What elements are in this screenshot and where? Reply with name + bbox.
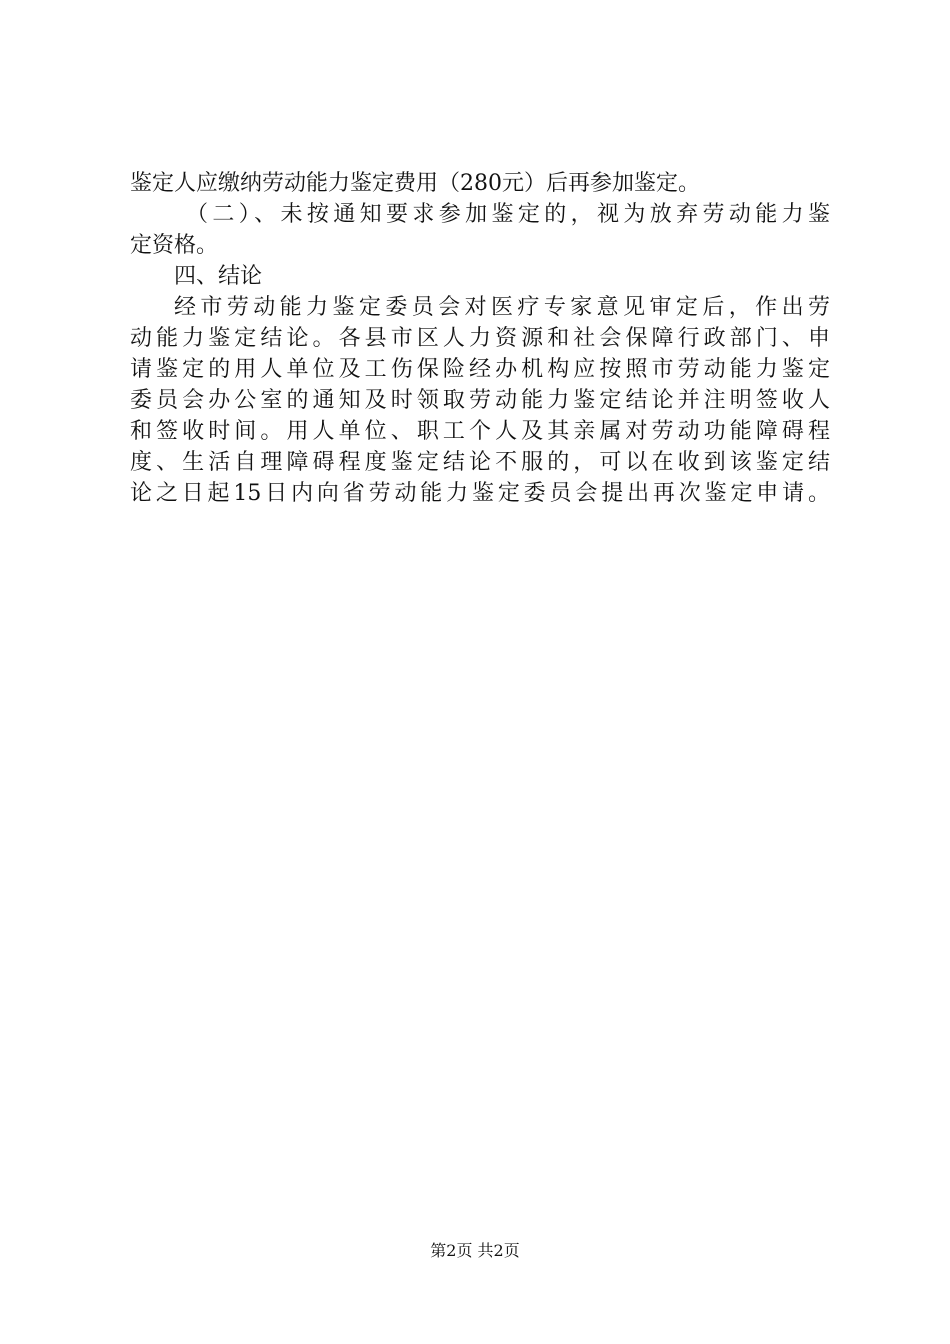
paragraph-line: 论之日起15日内向省劳动能力鉴定委员会提出再次鉴定申请。 — [130, 481, 830, 506]
paragraph-line: 鉴定人应缴纳劳动能力鉴定费用（280元）后再参加鉴定。 — [130, 171, 700, 196]
document-body — [130, 168, 830, 509]
paragraph-line: 定资格。 — [130, 233, 219, 258]
section-heading: 四、结论 — [174, 264, 263, 289]
paragraph-line: 和签收时间。用人单位、职工个人及其亲属对劳动功能障碍程 — [130, 419, 830, 444]
paragraph-line: 经市劳动能力鉴定委员会对医疗专家意见审定后，作出劳 — [174, 295, 830, 320]
paragraph-line: （二）、未按通知要求参加鉴定的，视为放弃劳动能力鉴 — [186, 202, 830, 227]
paragraph-line: 度、生活自理障碍程度鉴定结论不服的，可以在收到该鉴定结 — [130, 450, 830, 475]
page-number-footer: 第2页 共2页 — [430, 1241, 520, 1260]
paragraph-line: 请鉴定的用人单位及工伤保险经办机构应按照市劳动能力鉴定 — [130, 357, 830, 382]
paragraph-line: 动能力鉴定结论。各县市区人力资源和社会保障行政部门、申 — [130, 326, 830, 351]
paragraph-line: 委员会办公室的通知及时领取劳动能力鉴定结论并注明签收人 — [130, 388, 830, 413]
